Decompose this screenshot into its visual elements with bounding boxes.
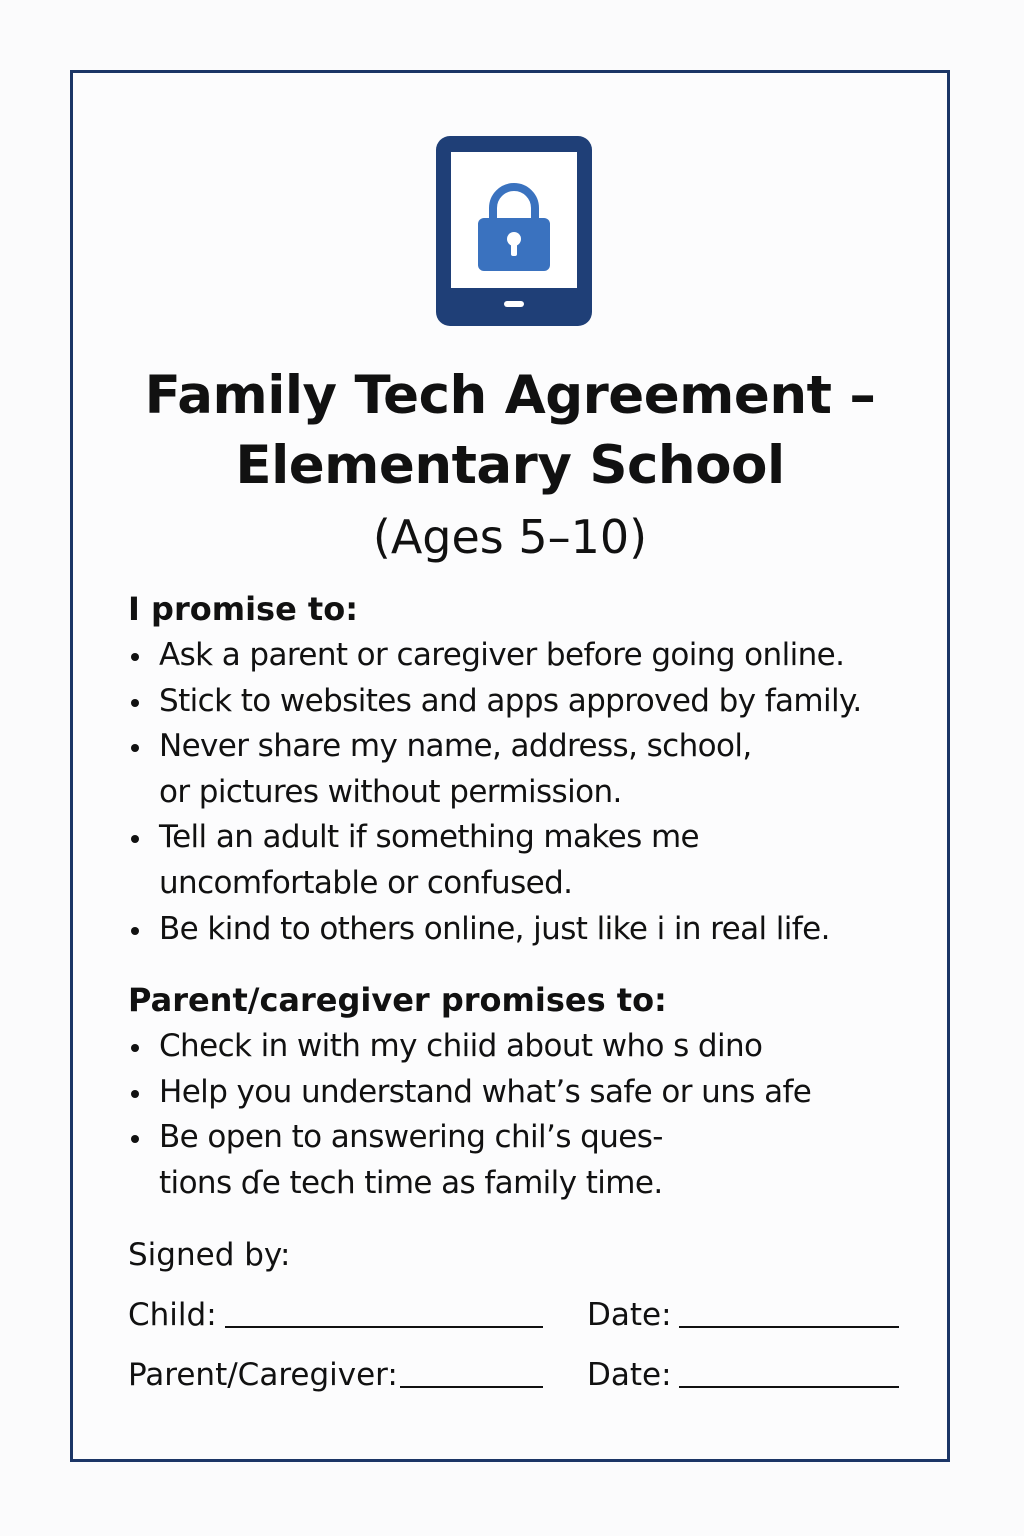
list-item-text: Ask a parent or caregiver before going online. — [159, 637, 845, 673]
child-signature-line[interactable] — [225, 1326, 543, 1328]
list-item-text: Tell an adult if something makes me — [159, 819, 700, 856]
child-date-label: Date: — [587, 1297, 672, 1333]
list-item — [128, 679, 928, 725]
child-promises-heading: I promise to: — [128, 590, 358, 628]
child-date-line[interactable] — [679, 1326, 899, 1328]
parent-signature-label: Parent/Caregiver: — [128, 1357, 398, 1393]
list-item — [128, 1070, 928, 1116]
page-title — [73, 361, 947, 501]
list-item-text: Be kind to others online, just like i in real life. — [159, 910, 830, 947]
list-item — [128, 1024, 928, 1070]
list-item-text: tions ɗe tech time as family time. — [159, 1164, 663, 1201]
agreement-card — [70, 70, 950, 1462]
parent-promises-heading: Parent/caregiver promises to: — [128, 981, 667, 1019]
list-item — [128, 1115, 928, 1206]
parent-promises-list — [128, 1024, 928, 1206]
signed-by-label: Signed by: — [128, 1237, 291, 1273]
list-item-text: Stick to websites and apps approved by family. — [159, 682, 862, 719]
child-signature-label: Child: — [128, 1297, 217, 1333]
list-item-text: or pictures without permission. — [159, 773, 622, 810]
title-line-2: Elementary School — [235, 435, 785, 496]
title-line-1: Family Tech Agreement – — [144, 365, 876, 426]
list-item — [128, 724, 928, 815]
list-item-text: uncomfortable or confused. — [159, 864, 573, 901]
parent-date-label: Date: — [587, 1357, 672, 1393]
list-item-text: Be open to answering chil’s ques- — [159, 1119, 663, 1156]
list-item — [128, 633, 928, 679]
list-item-text: Help you understand what’s safe or uns afe — [159, 1073, 812, 1110]
list-item — [128, 815, 928, 906]
parent-date-line[interactable] — [679, 1386, 899, 1388]
list-item-text: Check in with my chiid about who s dino — [159, 1028, 763, 1064]
list-item-text: Never share my name, address, school, — [159, 728, 752, 765]
age-range-subtitle: (Ages 5–10) — [372, 510, 648, 564]
child-promises-list — [128, 633, 928, 952]
tablet-lock-icon — [436, 136, 592, 326]
parent-signature-line[interactable] — [400, 1386, 543, 1388]
list-item — [128, 907, 928, 953]
